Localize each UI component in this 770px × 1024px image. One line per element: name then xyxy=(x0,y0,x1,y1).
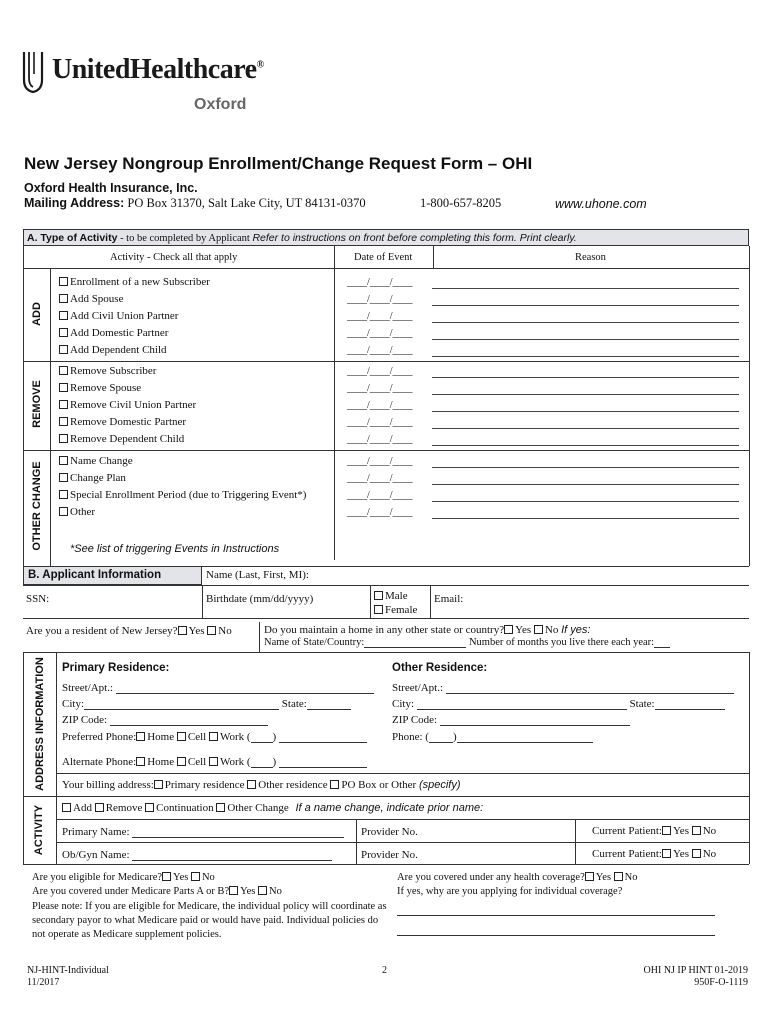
primary-city-field[interactable] xyxy=(84,709,279,710)
event-date-field[interactable]: ____/____/____ xyxy=(347,417,413,428)
reason-field[interactable] xyxy=(432,411,739,412)
reason-field[interactable] xyxy=(432,484,739,485)
activity-checkbox[interactable] xyxy=(59,383,68,392)
preferred-phone: Preferred Phone: Home Cell Work ( ) xyxy=(62,731,367,743)
billing-other-checkbox[interactable] xyxy=(247,780,256,789)
activity-checkbox[interactable] xyxy=(59,400,68,409)
event-date-field[interactable]: ____/____/____ xyxy=(347,456,413,467)
activity-checkbox[interactable] xyxy=(59,277,68,286)
phone-number: 1-800-657-8205 xyxy=(420,196,502,210)
reason-field[interactable] xyxy=(432,356,739,357)
medicare-note-1: Please note: If you are eligible for Medicare, the individual policy will coordinate as xyxy=(32,901,387,912)
other-area-field[interactable] xyxy=(429,742,453,743)
alternate-phone-field[interactable] xyxy=(279,767,367,768)
address-side-label: ADDRESS INFORMATION xyxy=(34,657,46,791)
preferred-area-field[interactable] xyxy=(251,742,273,743)
medicare-note-2: secondary payor to what Medicare paid or would have paid. Individual policies do xyxy=(32,915,379,926)
activity-item-label: Change Plan xyxy=(70,472,126,484)
reason-field[interactable] xyxy=(432,322,739,323)
primary-zip: ZIP Code: xyxy=(62,714,268,726)
activity-item-label: Remove Dependent Child xyxy=(70,433,185,445)
activity-checkbox[interactable] xyxy=(59,294,68,303)
activity-item-label: Remove Civil Union Partner xyxy=(70,399,197,411)
preferred-work-checkbox[interactable] xyxy=(209,732,218,741)
activity-side-label: ACTIVITY xyxy=(33,804,45,856)
primary-state-field[interactable] xyxy=(307,709,351,710)
event-date-field[interactable]: ____/____/____ xyxy=(347,400,413,411)
alternate-area-field[interactable] xyxy=(251,767,273,768)
activity-checkbox[interactable] xyxy=(59,507,68,516)
website: www.uhone.com xyxy=(555,197,647,211)
obgyn-name: Ob/Gyn Name: xyxy=(62,849,332,861)
parts-yes-checkbox[interactable] xyxy=(229,886,238,895)
alternate-work-checkbox[interactable] xyxy=(209,757,218,766)
activity-checkbox[interactable] xyxy=(59,345,68,354)
other-state-field[interactable] xyxy=(655,709,725,710)
obgyn-patient-yes-checkbox[interactable] xyxy=(662,849,671,858)
activity-item[interactable] xyxy=(59,472,126,484)
medicare-yes-checkbox[interactable] xyxy=(162,872,171,881)
form-title: New Jersey Nongroup Enrollment/Change Request Form – OHI xyxy=(24,154,533,173)
event-date-field[interactable]: ____/____/____ xyxy=(347,311,413,322)
footer-code-2: 950F-O-1119 xyxy=(694,977,748,988)
other-coverage-q: Are you covered under any health coverage? Yes No xyxy=(397,872,638,883)
medicare-note-3: not operate as Medicare supplement policies. xyxy=(32,929,222,940)
shield-logo-icon xyxy=(22,50,44,94)
section-a-header: A. Type of Activity - to be completed by Applicant Refer to instructions on front before completing this form. Print clearly. xyxy=(23,229,749,246)
activity-item[interactable] xyxy=(59,293,123,305)
col-date: Date of Event xyxy=(354,252,413,263)
activity-item[interactable] xyxy=(59,416,186,428)
preferred-phone-field[interactable] xyxy=(279,742,367,743)
why-line-2[interactable] xyxy=(397,935,715,936)
name-label: Name (Last, First, MI): xyxy=(206,569,309,581)
activity-item[interactable] xyxy=(59,489,306,501)
footer-code-1: OHI NJ IP HINT 01-2019 xyxy=(643,965,748,976)
event-date-field[interactable]: ____/____/____ xyxy=(347,366,413,377)
primary-provider-no: Provider No. xyxy=(361,826,418,838)
activity-item[interactable] xyxy=(59,276,210,288)
other-city: City: State: xyxy=(392,698,725,710)
other-residence-title: Other Residence: xyxy=(392,662,488,674)
other-home-no-checkbox[interactable] xyxy=(534,625,543,634)
activity-options: Add Remove Continuation Other Change If a name change, indicate prior name: xyxy=(62,802,483,814)
event-date-field[interactable]: ____/____/____ xyxy=(347,434,413,445)
logo-wordmark: UnitedHealthcare® xyxy=(52,54,264,85)
parts-no-checkbox[interactable] xyxy=(258,886,267,895)
obgyn-patient-no-checkbox[interactable] xyxy=(692,849,701,858)
other-home-question: Do you maintain a home in any other state or country? Yes No If yes: xyxy=(264,624,591,636)
nj-no-checkbox[interactable] xyxy=(207,626,216,635)
primary-street: Street/Apt.: xyxy=(62,682,374,694)
other-zip: ZIP Code: xyxy=(392,714,630,726)
event-date-field[interactable]: ____/____/____ xyxy=(347,328,413,339)
footer-form-id: NJ-HINT-Individual xyxy=(27,965,109,976)
col-reason: Reason xyxy=(575,252,606,263)
medicare-parts-q: Are you covered under Medicare Parts A or B? Yes No xyxy=(32,886,282,897)
section-b-header: B. Applicant Information xyxy=(23,566,202,585)
reason-field[interactable] xyxy=(432,394,739,395)
activity-item-label: Remove Spouse xyxy=(70,382,142,394)
activity-item-label: Add Domestic Partner xyxy=(70,327,169,339)
activity-item[interactable] xyxy=(59,344,167,356)
obgyn-provider-no: Provider No. xyxy=(361,849,418,861)
billing-primary-checkbox[interactable] xyxy=(154,780,163,789)
other-home-yes-checkbox[interactable] xyxy=(504,625,513,634)
primary-patient-no-checkbox[interactable] xyxy=(692,826,701,835)
male-checkbox[interactable] xyxy=(374,591,383,600)
activity-other-change-checkbox[interactable] xyxy=(216,803,225,812)
reason-field[interactable] xyxy=(432,288,739,289)
activity-add-checkbox[interactable] xyxy=(62,803,71,812)
event-date-field[interactable]: ____/____/____ xyxy=(347,277,413,288)
activity-checkbox[interactable] xyxy=(59,434,68,443)
obgyn-current-patient: Current Patient: Yes No xyxy=(592,848,717,860)
why-individual-q: If yes, why are you applying for individual coverage? xyxy=(397,886,623,897)
activity-item[interactable] xyxy=(59,433,184,445)
primary-residence-title: Primary Residence: xyxy=(62,662,170,674)
obgyn-name-field[interactable] xyxy=(132,860,332,861)
event-date-field[interactable]: ____/____/____ xyxy=(347,383,413,394)
event-date-field[interactable]: ____/____/____ xyxy=(347,294,413,305)
event-date-field[interactable]: ____/____/____ xyxy=(347,473,413,484)
activity-item-label: Remove Subscriber xyxy=(70,365,157,377)
event-date-field[interactable]: ____/____/____ xyxy=(347,507,413,518)
ssn-label: SSN: xyxy=(26,593,50,605)
activity-checkbox[interactable] xyxy=(59,366,68,375)
company-name: Oxford Health Insurance, Inc. xyxy=(24,181,198,195)
activity-checkbox[interactable] xyxy=(59,473,68,482)
alternate-home-checkbox[interactable] xyxy=(136,757,145,766)
primary-name: Primary Name: xyxy=(62,826,344,838)
activity-checkbox[interactable] xyxy=(59,417,68,426)
other-phone-field[interactable] xyxy=(457,742,593,743)
state-country-field[interactable] xyxy=(364,647,466,648)
medicare-no-checkbox[interactable] xyxy=(191,872,200,881)
female-option[interactable]: Female xyxy=(374,604,417,616)
logo-subbrand: Oxford xyxy=(194,96,247,113)
email-label: Email: xyxy=(434,593,464,605)
activity-item-label: Remove Domestic Partner xyxy=(70,416,187,428)
alternate-phone: Alternate Phone: Home Cell Work ( ) xyxy=(62,756,367,768)
state-country-row: Name of State/Country: Number of months you live there each year: xyxy=(264,637,670,648)
activity-item-label: Special Enrollment Period (due to Triggering Event*) xyxy=(70,489,307,501)
primary-patient-yes-checkbox[interactable] xyxy=(662,826,671,835)
primary-name-field[interactable] xyxy=(132,837,344,838)
activity-item-label: Enrollment of a new Subscriber xyxy=(70,276,210,288)
primary-city: City: State: xyxy=(62,698,351,710)
preferred-home-checkbox[interactable] xyxy=(136,732,145,741)
event-date-field[interactable]: ____/____/____ xyxy=(347,345,413,356)
why-line-1[interactable] xyxy=(397,915,715,916)
primary-current-patient: Current Patient: Yes No xyxy=(592,825,717,837)
months-field[interactable] xyxy=(654,647,670,648)
primary-street-field[interactable] xyxy=(116,693,374,694)
other-city-field[interactable] xyxy=(417,709,627,710)
nj-resident-question: Are you a resident of New Jersey? Yes No xyxy=(26,625,232,637)
activity-checkbox[interactable] xyxy=(59,456,68,465)
activity-item[interactable] xyxy=(59,382,141,394)
medicare-eligible-q: Are you eligible for Medicare? Yes No xyxy=(32,872,215,883)
event-date-field[interactable]: ____/____/____ xyxy=(347,490,413,501)
triggering-footnote: *See list of triggering Events in Instructions xyxy=(70,543,280,555)
activity-item-label: Add Dependent Child xyxy=(70,344,167,356)
birthdate-label: Birthdate (mm/dd/yyyy) xyxy=(206,593,314,605)
activity-item[interactable] xyxy=(59,327,168,339)
page-number: 2 xyxy=(382,965,387,976)
preferred-cell-checkbox[interactable] xyxy=(177,732,186,741)
activity-continuation-checkbox[interactable] xyxy=(145,803,154,812)
coverage-no-checkbox[interactable] xyxy=(614,872,623,881)
activity-item[interactable] xyxy=(59,310,178,322)
activity-remove-checkbox[interactable] xyxy=(95,803,104,812)
activity-checkbox[interactable] xyxy=(59,328,68,337)
activity-item-label: Name Change xyxy=(70,455,133,467)
reason-field[interactable] xyxy=(432,501,739,502)
group-add-label: ADD xyxy=(31,302,43,326)
activity-item-label: Add Civil Union Partner xyxy=(70,310,179,322)
mailing-address: Mailing Address: PO Box 31370, Salt Lake City, UT 84131-0370 xyxy=(24,196,366,210)
billing-address-row: Your billing address: Primary residence Other residence PO Box or Other (specify) xyxy=(62,779,461,791)
reason-field[interactable] xyxy=(432,467,739,468)
activity-item-label: Other xyxy=(70,506,96,518)
group-remove-label: REMOVE xyxy=(31,380,43,428)
col-activity: Activity - Check all that apply xyxy=(110,252,238,263)
alternate-cell-checkbox[interactable] xyxy=(177,757,186,766)
primary-zip-field[interactable] xyxy=(110,725,268,726)
nj-yes-checkbox[interactable] xyxy=(178,626,187,635)
male-option[interactable]: Male xyxy=(374,590,408,602)
coverage-yes-checkbox[interactable] xyxy=(585,872,594,881)
reason-field[interactable] xyxy=(432,305,739,306)
reason-field[interactable] xyxy=(432,377,739,378)
billing-po-checkbox[interactable] xyxy=(330,780,339,789)
reason-field[interactable] xyxy=(432,518,739,519)
female-checkbox[interactable] xyxy=(374,605,383,614)
other-street-field[interactable] xyxy=(446,693,734,694)
other-phone: Phone: ( ) xyxy=(392,731,593,743)
other-zip-field[interactable] xyxy=(440,725,630,726)
activity-item[interactable] xyxy=(59,455,133,467)
activity-item[interactable] xyxy=(59,365,156,377)
reason-field[interactable] xyxy=(432,445,739,446)
activity-checkbox[interactable] xyxy=(59,311,68,320)
footer-date: 11/2017 xyxy=(27,977,60,988)
activity-item[interactable] xyxy=(59,399,196,411)
activity-checkbox[interactable] xyxy=(59,490,68,499)
reason-field[interactable] xyxy=(432,428,739,429)
activity-item-label: Add Spouse xyxy=(70,293,124,305)
reason-field[interactable] xyxy=(432,339,739,340)
activity-item[interactable] xyxy=(59,506,95,518)
group-other-label: OTHER CHANGE xyxy=(31,461,43,551)
other-street: Street/Apt.: xyxy=(392,682,734,694)
